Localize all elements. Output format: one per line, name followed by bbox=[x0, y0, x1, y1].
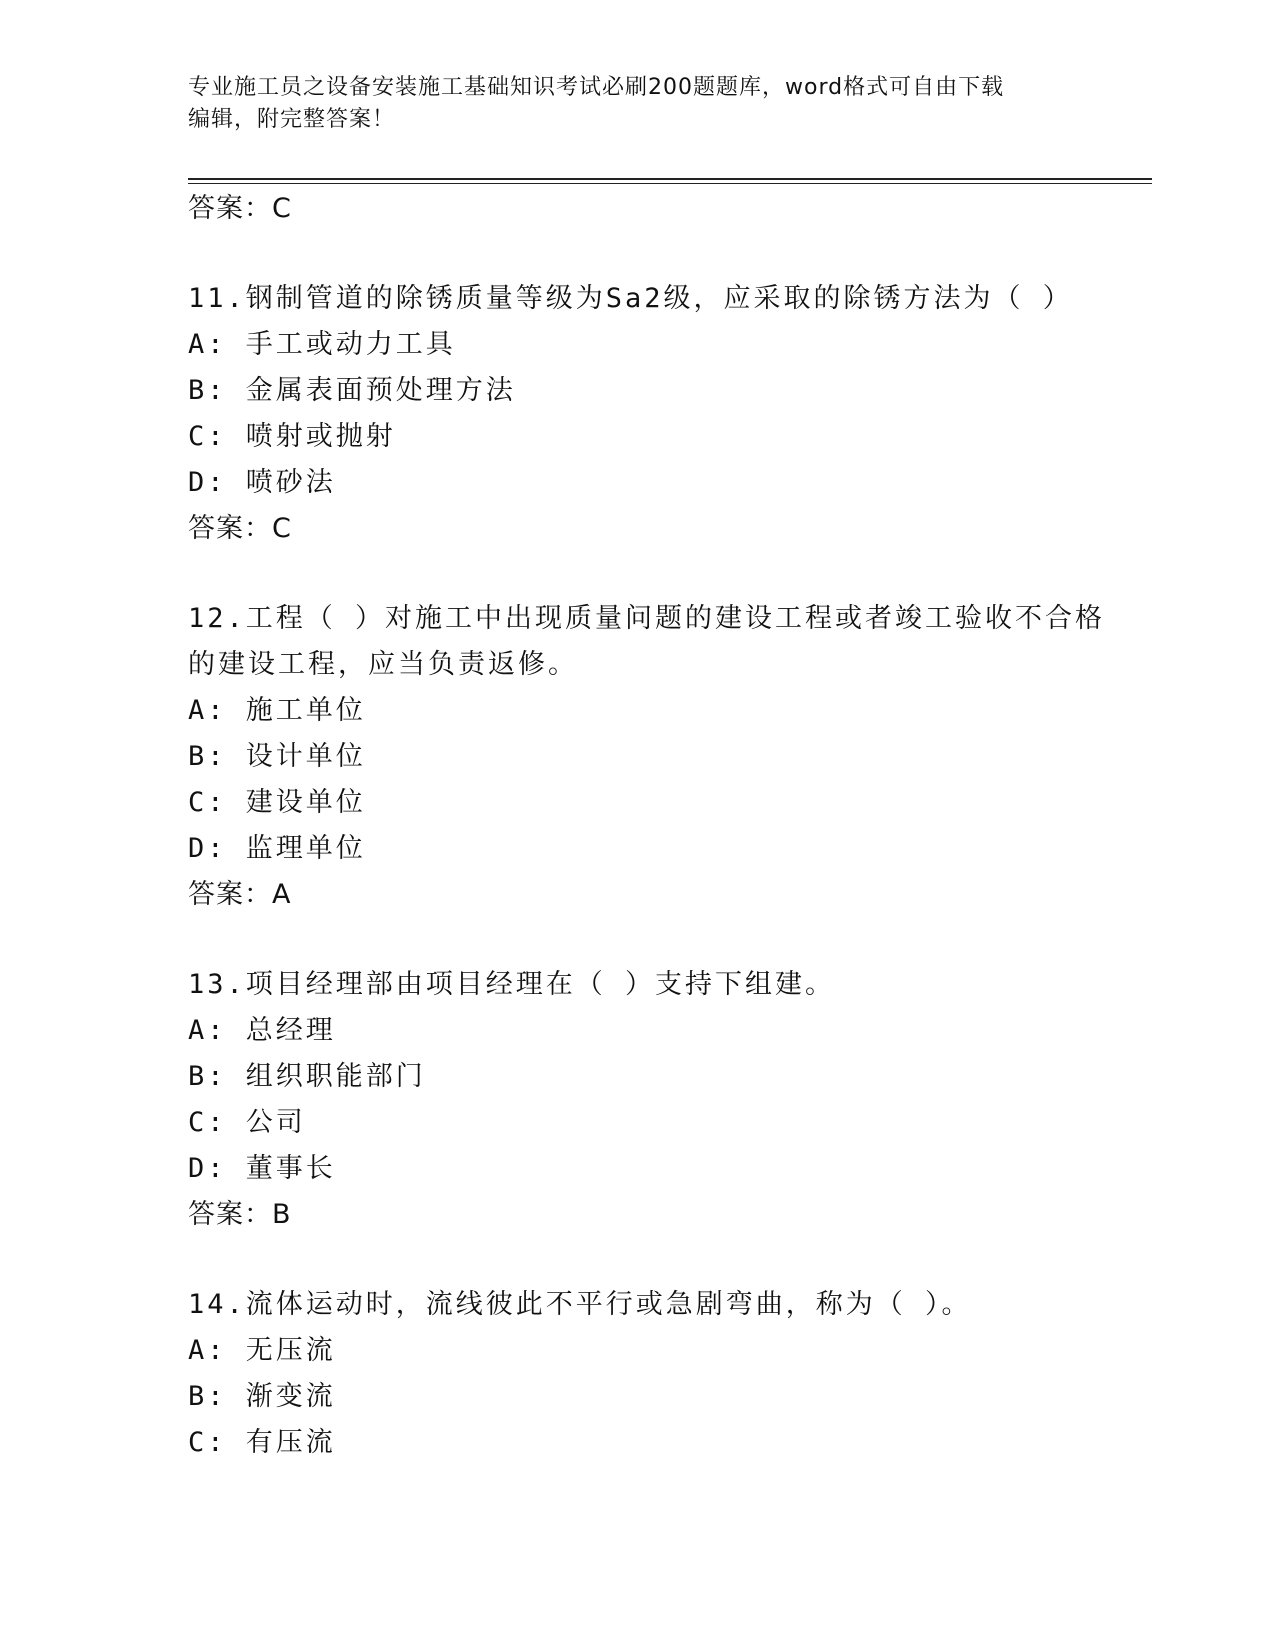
header-divider-thin bbox=[188, 183, 1152, 184]
question-block-14 bbox=[188, 1282, 1128, 1466]
question-block-13 bbox=[188, 962, 1128, 1238]
header-line-1: 专业施工员之设备安装施工基础知识考试必刷200题题库，word格式可自由下载 bbox=[188, 75, 1005, 100]
option-a: A: 施工单位 bbox=[188, 695, 366, 726]
option-d: D: 监理单位 bbox=[188, 833, 366, 864]
answer: 答案：A bbox=[188, 879, 292, 910]
option-c: C: 喷射或抛射 bbox=[188, 421, 396, 452]
answer: 答案：B bbox=[188, 1199, 292, 1230]
option-b: B: 设计单位 bbox=[188, 741, 366, 772]
option-c: C: 公司 bbox=[188, 1107, 306, 1138]
option-d: D: 喷砂法 bbox=[188, 467, 336, 498]
previous-answer: 答案：C bbox=[188, 193, 292, 224]
question-text: 14.流体运动时，流线彼此不平行或急剧弯曲，称为（ ）。 bbox=[188, 1289, 972, 1320]
question-block-12 bbox=[188, 596, 1128, 918]
option-a: A: 总经理 bbox=[188, 1015, 336, 1046]
question-block-11 bbox=[188, 276, 1128, 552]
option-b: B: 金属表面预处理方法 bbox=[188, 375, 516, 406]
question-text-line-2: 的建设工程，应当负责返修。 bbox=[188, 649, 578, 680]
question-text: 13.项目经理部由项目经理在（ ）支持下组建。 bbox=[188, 969, 836, 1000]
option-d: D: 董事长 bbox=[188, 1153, 336, 1184]
option-a: A: 无压流 bbox=[188, 1335, 336, 1366]
question-text: 11.钢制管道的除锈质量等级为Sa2级，应采取的除锈方法为（ ） bbox=[188, 283, 1073, 314]
option-b: B: 渐变流 bbox=[188, 1381, 336, 1412]
document-header bbox=[188, 72, 1088, 136]
option-c: C: 有压流 bbox=[188, 1427, 336, 1458]
option-a: A: 手工或动力工具 bbox=[188, 329, 456, 360]
header-divider-thick bbox=[188, 178, 1152, 180]
question-list bbox=[188, 190, 1128, 1466]
answer: 答案：C bbox=[188, 513, 292, 544]
option-b: B: 组织职能部门 bbox=[188, 1061, 426, 1092]
question-text-line-1: 12.工程（ ）对施工中出现质量问题的建设工程或者竣工验收不合格 bbox=[188, 603, 1106, 634]
header-line-2: 编辑，附完整答案！ bbox=[188, 107, 396, 132]
option-c: C: 建设单位 bbox=[188, 787, 366, 818]
